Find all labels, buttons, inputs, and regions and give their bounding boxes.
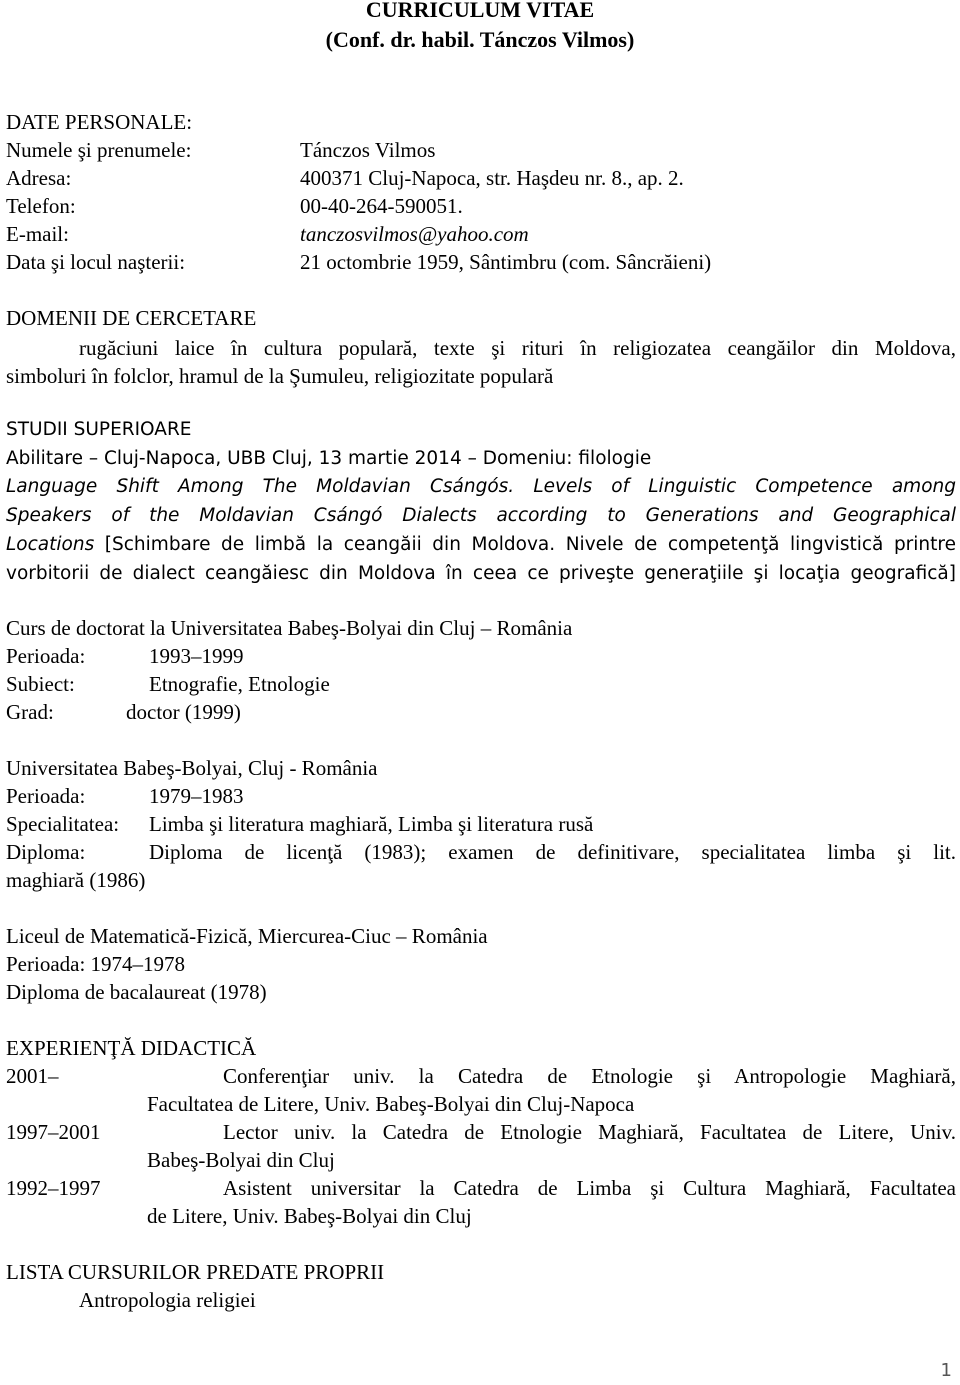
personal-value-name: Tánczos Vilmos — [300, 138, 436, 162]
experience-role-3-line-1: Asistent universitar la Catedra de Limba şi Cultura Maghiară, Facultatea — [223, 1176, 956, 1200]
doctorate-label-subject: Subiect: — [6, 672, 75, 696]
experience-role-2-line-2: Babeş-Bolyai din Cluj — [147, 1148, 335, 1172]
doctorate-value-period: 1993–1999 — [149, 644, 244, 668]
personal-label-birth: Data şi locul naşterii: — [6, 250, 186, 274]
cv-title: CURRICULUM VITAE — [365, 0, 595, 22]
email-link[interactable]: tanczosvilmos@yahoo.com — [300, 222, 529, 246]
university-value-period: 1979–1983 — [149, 784, 244, 808]
university-label-specialty: Specialitatea: — [6, 812, 120, 836]
thesis-line-1: Language Shift Among The Moldavian Csángós. Levels of Linguistic Competence among — [6, 476, 956, 497]
personal-label-email: E-mail: — [6, 222, 69, 246]
habilitation-line: Abilitare – Cluj-Napoca, UBB Cluj, 13 martie 2014 – Domeniu: filologie — [6, 448, 652, 469]
highschool-title: Liceul de Matematică-Fizică, Miercurea-Ciuc – România — [6, 924, 488, 948]
university-label-period: Perioada: — [6, 784, 86, 808]
personal-value-birth: 21 octombrie 1959, Sântimbru (com. Sâncrăieni) — [300, 250, 712, 274]
courses-heading: LISTA CURSURILOR PREDATE PROPRII — [6, 1260, 385, 1284]
experience-years-1: 2001– — [6, 1064, 59, 1088]
thesis-line-4: vorbitorii de dialect ceangăiesc din Moldova în ceea ce priveşte generaţiile şi locaţia geografică] — [6, 563, 956, 584]
studies-heading: STUDII SUPERIOARE — [6, 419, 192, 440]
thesis-translation-start: [Schimbare de limbă la ceangăii din Moldova. Nivele de competenţă lingvistică printre — [94, 534, 956, 555]
personal-label-address: Adresa: — [6, 166, 72, 190]
experience-years-2: 1997–2001 — [6, 1120, 101, 1144]
university-title: Universitatea Babeş-Bolyai, Cluj - România — [6, 756, 378, 780]
thesis-line-2: Speakers of the Moldavian Csángó Dialects according to Generations and Geographical — [6, 505, 956, 526]
experience-role-3-line-2: de Litere, Univ. Babeş-Bolyai din Cluj — [147, 1204, 472, 1228]
personal-heading: DATE PERSONALE: — [6, 110, 193, 134]
thesis-title-end: Locations — [6, 534, 95, 555]
university-value-diploma: Diploma de licenţă (1983); examen de definitivare, specialitatea limba şi lit. — [149, 840, 956, 864]
personal-value-phone: 00-40-264-590051. — [300, 194, 463, 218]
personal-value-address: 400371 Cluj-Napoca, str. Haşdeu nr. 8., ap. 2. — [300, 166, 684, 190]
page-number: 1 — [940, 1360, 952, 1381]
experience-role-1-line-1: Conferenţiar univ. la Catedra de Etnologie şi Antropologie Maghiară, — [223, 1064, 956, 1088]
doctorate-label-degree: Grad: — [6, 700, 54, 724]
university-label-diploma: Diploma: — [6, 840, 86, 864]
experience-role-1-line-2: Facultatea de Litere, Univ. Babeş-Bolyai din Cluj-Napoca — [147, 1092, 635, 1116]
thesis-line-3 — [6, 531, 956, 559]
doctorate-value-subject: Etnografie, Etnologie — [149, 672, 330, 696]
research-line-2: simboluri în folclor, hramul de la Şumuleu, religiozitate populară — [6, 364, 554, 388]
university-value-specialty: Limba şi literatura maghiară, Limba şi literatura rusă — [149, 812, 594, 836]
personal-label-phone: Telefon: — [6, 194, 76, 218]
personal-label-name: Numele şi prenumele: — [6, 138, 192, 162]
experience-heading: EXPERIENŢĂ DIDACTICĂ — [6, 1036, 257, 1060]
research-line-1: rugăciuni laice în cultura populară, texte şi rituri în religiozatea ceangăilor din Moldova, — [79, 336, 956, 360]
experience-years-3: 1992–1997 — [6, 1176, 101, 1200]
doctorate-label-period: Perioada: — [6, 644, 86, 668]
highschool-period: Perioada: 1974–1978 — [6, 952, 186, 976]
experience-role-2-line-1: Lector univ. la Catedra de Etnologie Maghiară, Facultatea de Litere, Univ. — [223, 1120, 956, 1144]
university-diploma-cont: maghiară (1986) — [6, 868, 146, 892]
doctorate-value-degree: doctor (1999) — [126, 700, 241, 724]
highschool-diploma: Diploma de bacalaureat (1978) — [6, 980, 267, 1004]
doctorate-title: Curs de doctorat la Universitatea Babeş-Bolyai din Cluj – România — [6, 616, 573, 640]
cv-subtitle: (Conf. dr. habil. Tánczos Vilmos) — [325, 27, 635, 52]
course-item: Antropologia religiei — [79, 1288, 256, 1312]
research-heading: DOMENII DE CERCETARE — [6, 306, 257, 330]
